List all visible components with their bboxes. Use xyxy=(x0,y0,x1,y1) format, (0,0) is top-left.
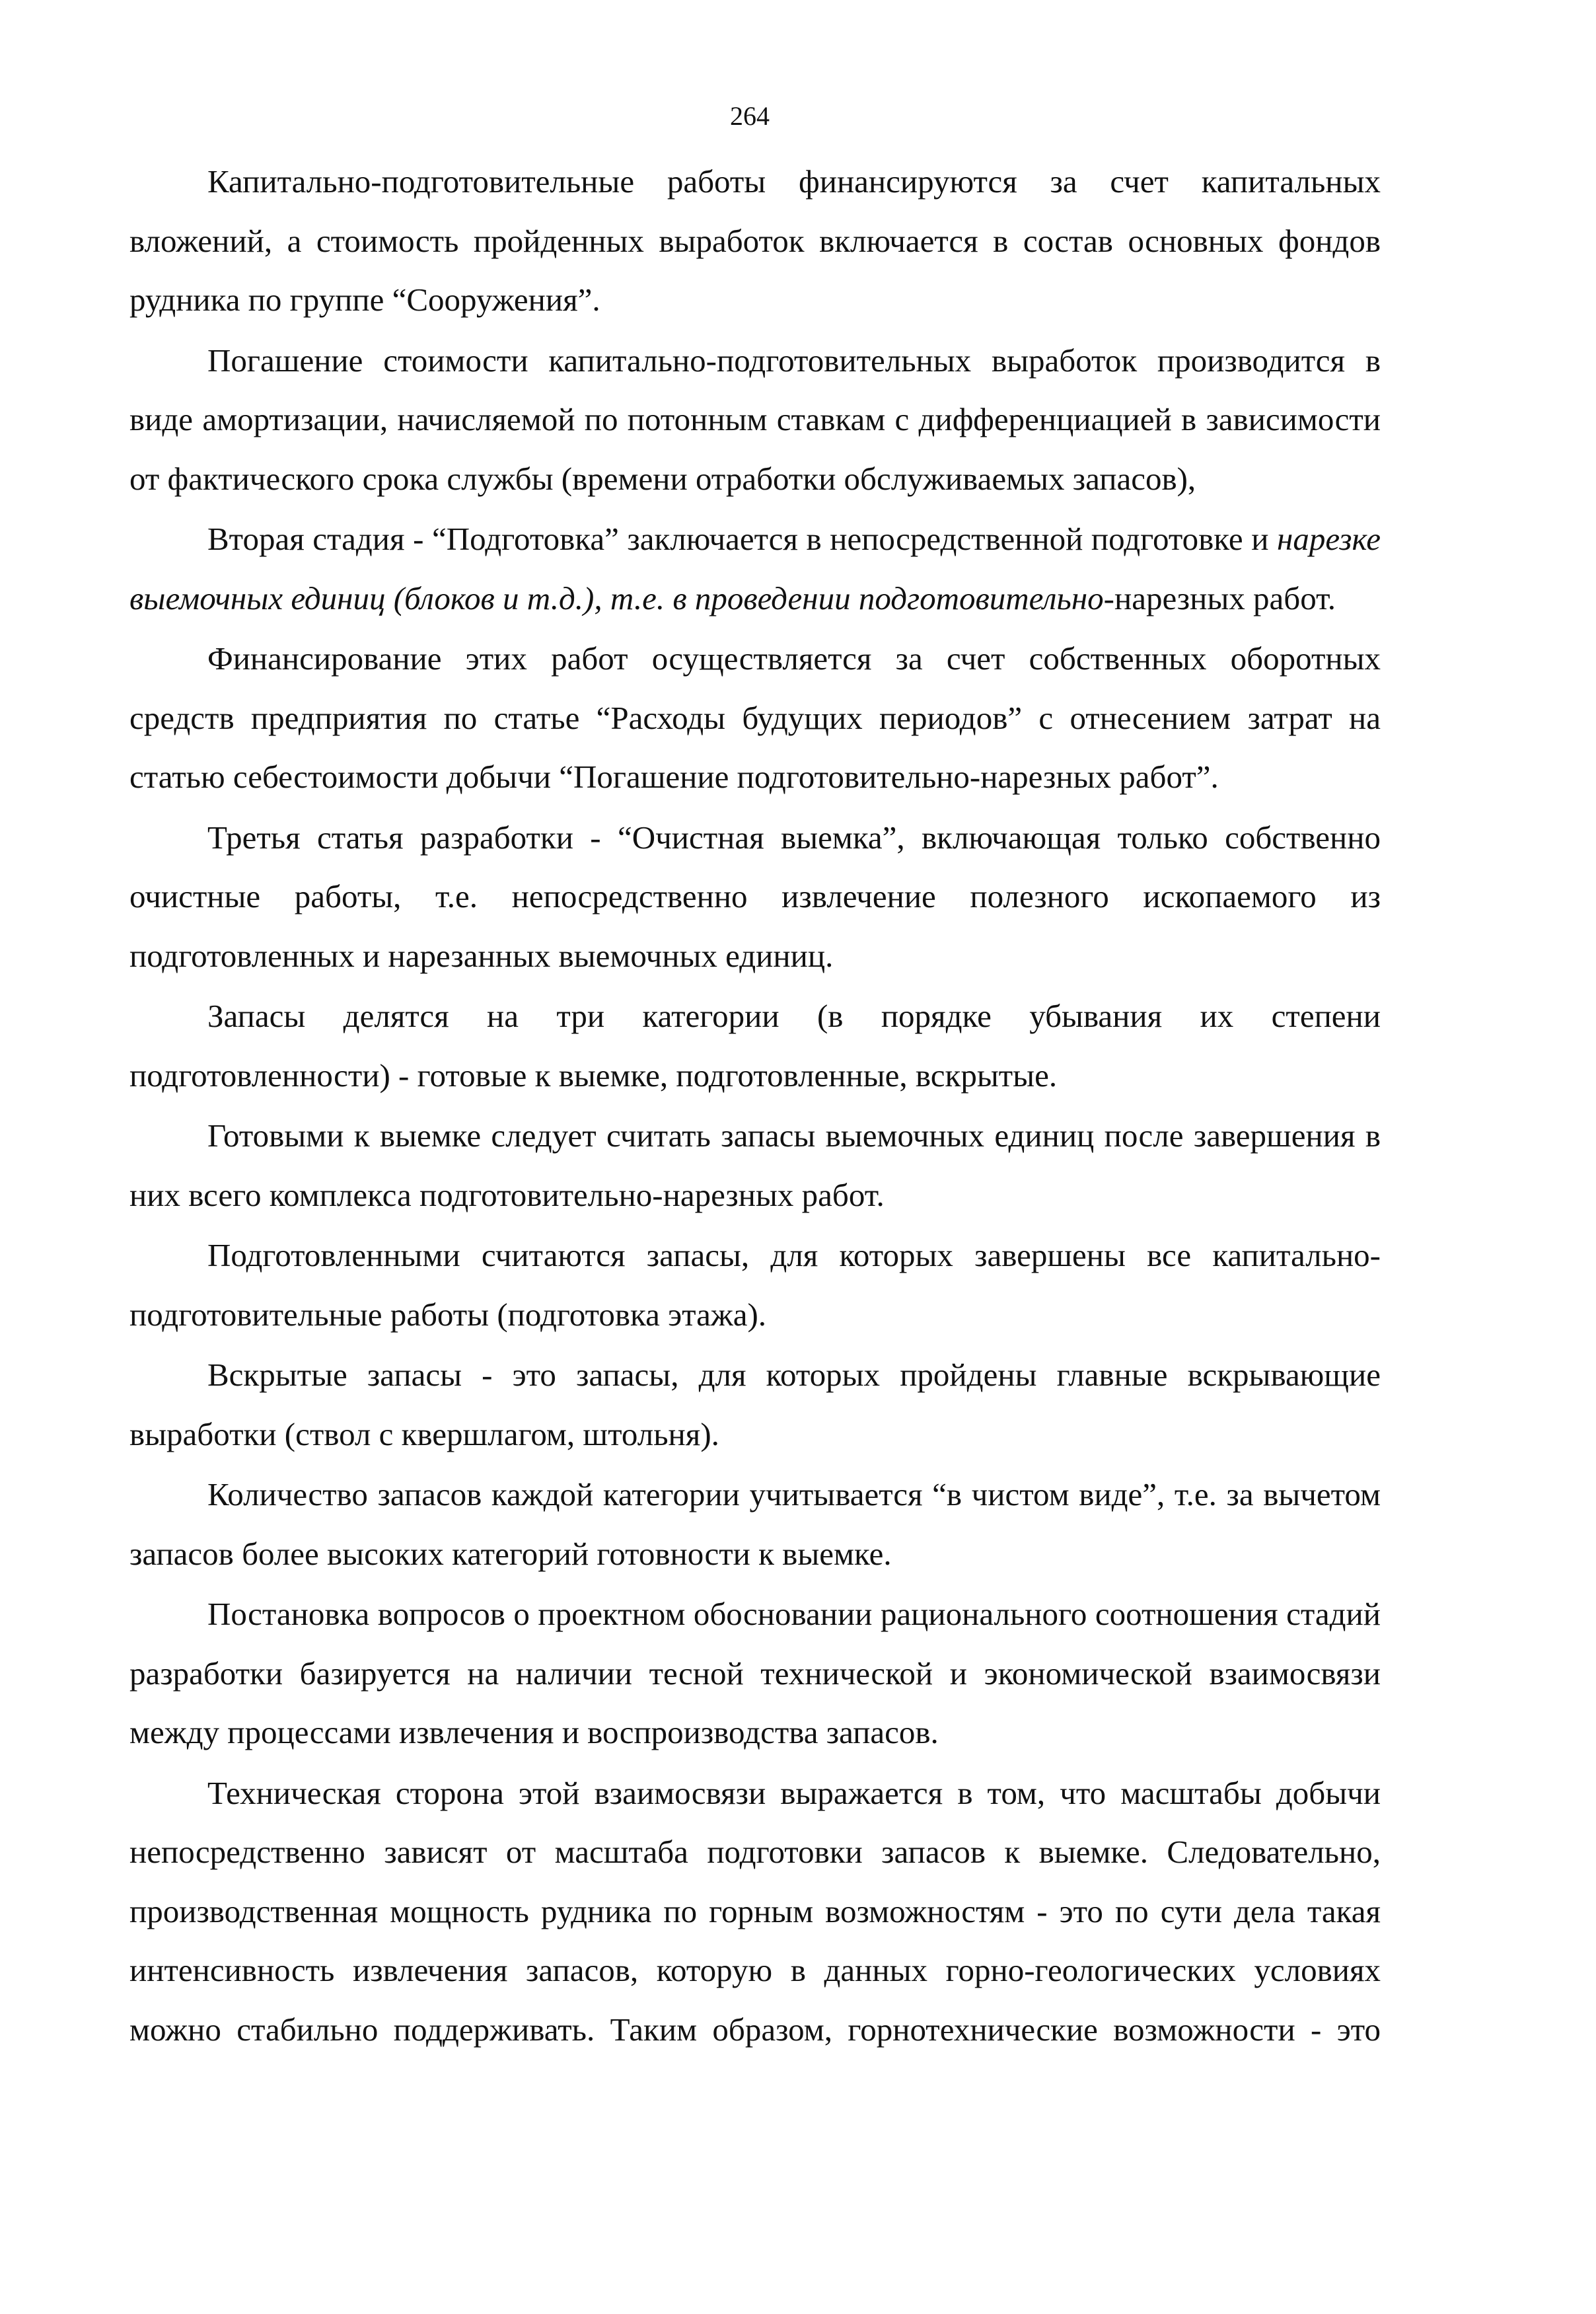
paragraph-financing-own-funds: Финансирование этих работ осуществляется за счет собственных оборотных средств предприятия по статье “Расходы будущих периодов” с отнесением затрат на статью себестоимости добычи “Погашение подготовительно-нарезных работ”. xyxy=(129,640,1381,795)
paragraph-prepared-reserves: Подготовленными считаются запасы, для которых завершены все капитально-подготовительные работы (подготовка этажа). xyxy=(129,1237,1381,1333)
second-stage-ending-text: нарезных работ. xyxy=(1114,579,1336,616)
paragraph-third-stage: Третья статья разработки - “Очистная выемка”, включающая только собственно очистные работы, т.е. непосредственно извлечение полезного ископаемого из подготовленных и нарезанных выемочных единиц. xyxy=(129,819,1381,974)
paragraph-capital-works-financing: Капитально-подготовительные работы финансируются за счет капитальных вложений, а стоимость пройденных выработок включается в состав основных фондов рудника по группе “Сооружения”. xyxy=(129,163,1381,318)
paragraph-cost-repayment: Погашение стоимости капитально-подготовительных выработок производится в виде амортизации, начисляемой по потонным ставкам с дифференциацией в зависимости от фактического срока службы (времени отработки обслуживаемых запасов), xyxy=(129,342,1381,497)
paragraph-ready-reserves: Готовыми к выемке следует считать запасы выемочных единиц после завершения в них всего комплекса подготовительно-нарезных работ. xyxy=(129,1117,1381,1213)
paragraph-reserve-quantity: Количество запасов каждой категории учитывается “в чистом виде”, т.е. за вычетом запасов более высоких категорий готовности к выемке. xyxy=(129,1476,1381,1572)
paragraph-reserve-categories: Запасы делятся на три категории (в порядке убывания их степени подготовленности) - готовые к выемке, подготовленные, вскрытые. xyxy=(129,998,1381,1094)
paragraph-technical-side: Техническая сторона этой взаимосвязи выражается в том, что масштабы добычи непосредственно зависят от масштаба подготовки запасов к выемке. Следовательно, производственная мощность рудника по горным возможностям - это по сути дела такая интенсивность извлечения запасов, которую в данных горно-геологических условиях можно стабильно поддерживать. Таким образом, горнотехнические возможности - это xyxy=(129,1774,1381,2048)
page-number: 264 xyxy=(730,101,770,131)
second-stage-text: Вторая стадия - “Подготовка” заключается в непосредственной подготовке и xyxy=(207,521,1278,557)
paragraph-second-stage xyxy=(129,509,1381,628)
paragraph-project-justification: Постановка вопросов о проектном обосновании рационального соотношения стадий разработки базируется на наличии тесной технической и экономической взаимосвязи между процессами извлечения и воспроизводства запасов. xyxy=(129,1596,1381,1750)
second-stage-italic-text: нарезке выемочных единиц (блоков и т.д.), т.е. в проведении подготовительно- xyxy=(129,521,1381,616)
body-text xyxy=(129,152,1381,2060)
paragraph-opened-reserves: Вскрытые запасы - это запасы, для которых пройдены главные вскрывающие выработки (ствол с квершлагом, штольня). xyxy=(129,1357,1381,1452)
